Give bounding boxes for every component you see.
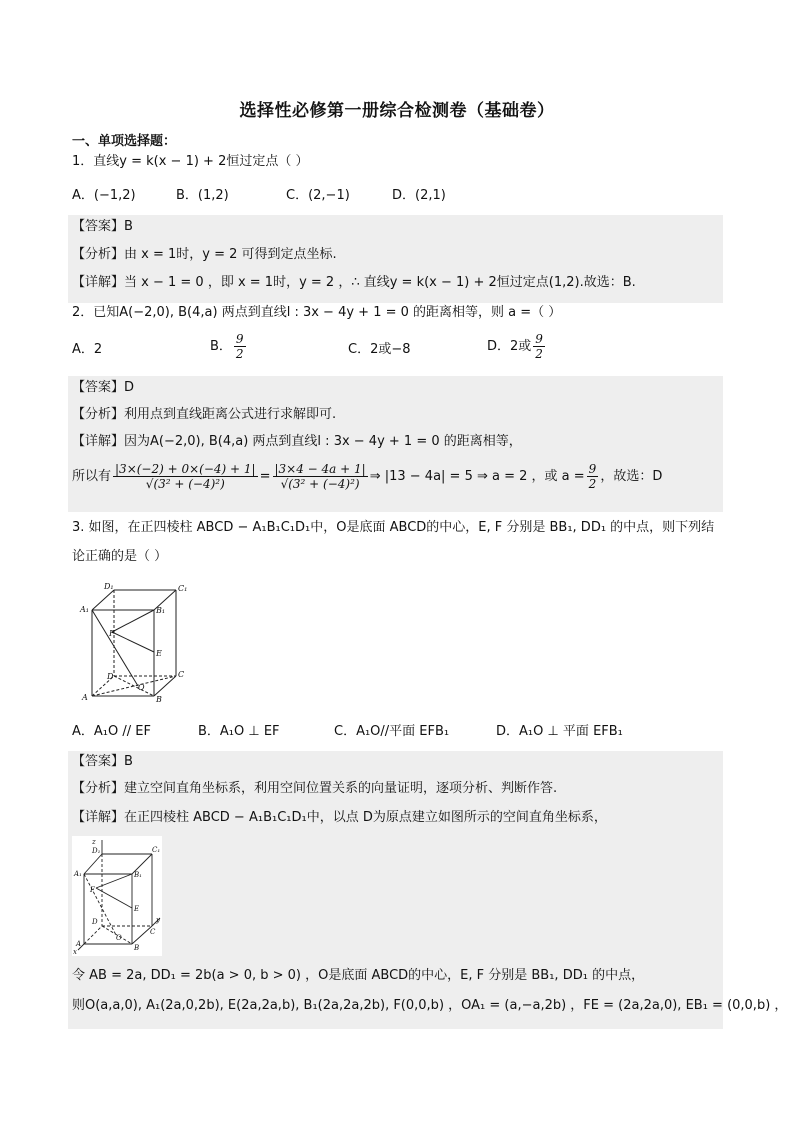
fig2-label-e: E [134, 905, 140, 913]
q2-option-b [210, 332, 248, 361]
fig2-label-c1: C₁ [152, 846, 161, 854]
q1-stem: 1．直线y = k(x − 1) + 2恒过定点（ ） [72, 154, 309, 169]
q2-calc-eq: = [259, 468, 271, 484]
fig2-label-a1: A₁ [74, 870, 82, 878]
q2-calc-f3-den: 2 [588, 477, 597, 491]
q2-answer: 【答案】D [72, 380, 135, 395]
q2-option-b-num: 9 [235, 332, 244, 346]
fig2-label-x: x [73, 948, 77, 956]
fig1-label-d1: D₁ [104, 582, 114, 591]
q3-option-c: C．A₁O//平面 EFB₁ [334, 724, 450, 739]
fig1-label-f: F [109, 629, 115, 638]
q2-stem: 2．已知A(−2,0), B(4,a) 两点到直线l : 3x − 4y + 1 = 0 的距离相等，则 a =（ ） [72, 305, 562, 320]
q3-analysis: 【分析】建立空间直角坐标系，利用空间位置关系的向量证明，逐项分析、判断作答. [72, 781, 558, 796]
q2-calc-prefix: 所以有 [72, 468, 112, 484]
q3-coordinate-figure [72, 836, 162, 956]
q2-calc-f2-num: |3×4 − 4a + 1| [274, 462, 366, 476]
q2-option-b-den: 2 [235, 347, 244, 361]
q1-option-a: A．(−1,2) [72, 188, 136, 203]
fig2-label-d1: D₁ [92, 847, 101, 855]
fig1-label-a1: A₁ [80, 605, 89, 614]
q2-option-d-fraction [533, 332, 545, 361]
q3-answer: 【答案】B [72, 754, 133, 769]
fig2-label-b1: B₁ [134, 871, 142, 879]
q3-line-a: 令 AB = 2a, DD₁ = 2b(a > 0, b > 0) ，O是底面 ABCD的中心，E, F 分别是 BB₁, DD₁ 的中点， [72, 968, 645, 983]
fig1-label-e: E [156, 649, 162, 658]
q1-option-c: C．(2,−1) [286, 188, 350, 203]
q1-answer: 【答案】B [72, 219, 133, 234]
fig2-label-o: O [116, 934, 122, 942]
q2-detail: 【详解】因为A(−2,0), B(4,a) 两点到直线l : 3x − 4y + 1 = 0 的距离相等， [72, 434, 522, 449]
q3-stem-line-1: 3. 如图，在正四棱柱 ABCD − A₁B₁C₁D₁中，O是底面 ABCD的中心，E, F 分别是 BB₁, DD₁ 的中点，则下列结 [72, 520, 715, 535]
fig2-label-y: y [156, 916, 160, 924]
q2-option-b-fraction [234, 332, 246, 361]
q2-option-d-label: D．2或 [487, 338, 532, 354]
q1-option-d: D．(2,1) [392, 188, 446, 203]
q2-calc-f1-num: |3×(−2) + 0×(−4) + 1| [115, 462, 256, 476]
q2-calculation [72, 462, 662, 491]
q3-detail: 【详解】在正四棱柱 ABCD − A₁B₁C₁D₁中，以点 D为原点建立如图所示的空间直角坐标系， [72, 810, 607, 825]
q2-calc-fraction-2 [273, 462, 368, 491]
page-title: 选择性必修第一册综合检测卷（基础卷） [239, 101, 555, 121]
q2-option-d-num: 9 [535, 332, 543, 346]
fig2-label-b: B [134, 944, 140, 952]
fig1-label-a: A [82, 693, 88, 702]
fig2-label-c: C [150, 928, 156, 936]
q2-calc-fraction-3 [587, 462, 599, 491]
fig1-label-b1: B₁ [156, 606, 166, 615]
q3-line-b: 则O(a,a,0), A₁(2a,0,2b), E(2a,2a,b), B₁(2a,2a,2b), F(0,0,b) ，OA₁ = (a,−a,2b) ，FE = (2a,2a,0), EB₁ = (0,0,b) ， [72, 998, 788, 1013]
q2-option-c: C．2或−8 [348, 342, 411, 357]
fig2-label-z: z [92, 838, 96, 846]
fig2-label-d: D [92, 918, 98, 926]
q2-option-d [487, 332, 547, 361]
q2-option-b-label: B． [210, 338, 232, 354]
q1-option-b: B．(1,2) [176, 188, 229, 203]
q3-option-d: D．A₁O ⊥ 平面 EFB₁ [496, 724, 623, 739]
fig1-label-b: B [156, 695, 162, 704]
q3-prism-figure [76, 578, 192, 704]
q2-option-d-den: 2 [535, 347, 543, 361]
q2-analysis: 【分析】利用点到直线距离公式进行求解即可. [72, 407, 337, 422]
q2-calc-end: ，故选：D [600, 468, 663, 484]
q3-option-b: B．A₁O ⊥ EF [198, 724, 280, 739]
section-heading: 一、单项选择题： [72, 134, 177, 149]
q1-analysis: 【分析】由 x = 1时，y = 2 可得到定点坐标. [72, 247, 337, 262]
fig1-label-d: D [107, 672, 114, 681]
q3-option-a: A．A₁O // EF [72, 724, 151, 739]
q2-calc-fraction-1 [113, 462, 258, 491]
q2-calc-f3-num: 9 [588, 462, 597, 476]
q2-calc-mid: ⇒ |13 − 4a| = 5 ⇒ a = 2 ，或 a = [369, 468, 585, 484]
fig2-label-a: A [76, 940, 82, 948]
fig1-label-c: C [178, 670, 185, 679]
fig1-label-o: O [138, 683, 145, 692]
q1-detail: 【详解】当 x − 1 = 0 ，即 x = 1时，y = 2 ，∴ 直线y = k(x − 1) + 2恒过定点(1,2).故选：B. [72, 275, 636, 290]
fig1-label-c1: C₁ [178, 584, 188, 593]
fig2-label-f: F [90, 886, 95, 894]
q2-calc-f2-den: √(3² + (−4)²) [280, 477, 360, 491]
q2-calc-f1-den: √(3² + (−4)²) [145, 477, 225, 491]
q3-stem-line-2: 论正确的是（ ） [72, 549, 168, 564]
q2-option-a: A．2 [72, 342, 103, 357]
